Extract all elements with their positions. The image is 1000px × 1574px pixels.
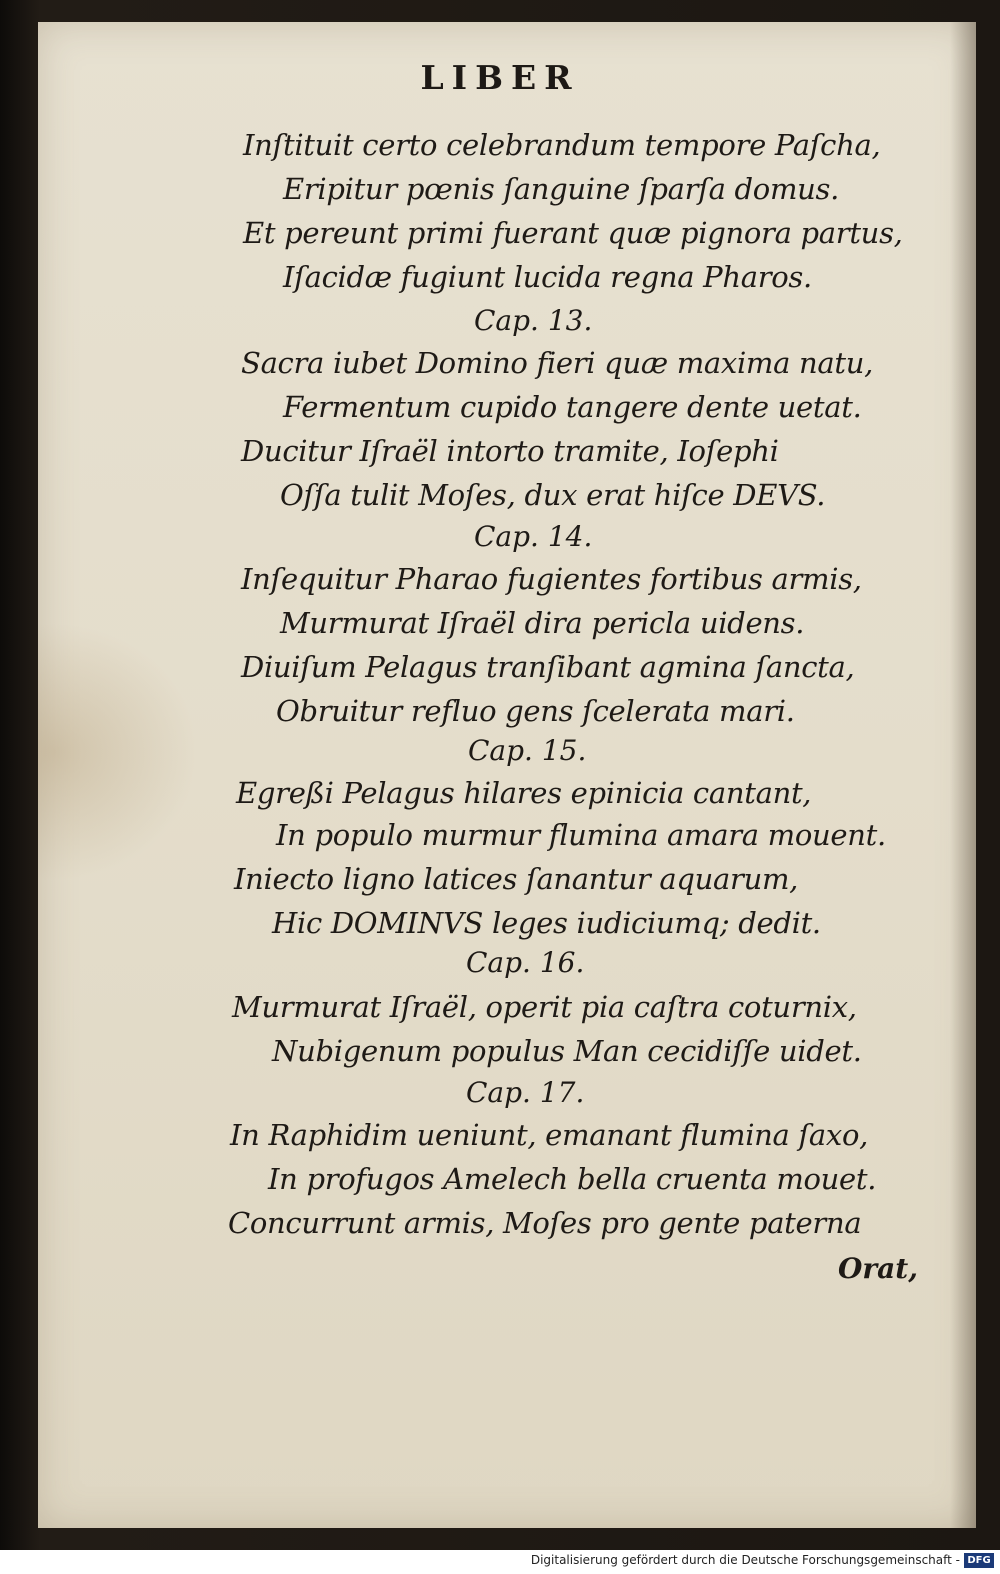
chapter-heading: Cap. 15.	[468, 734, 587, 767]
verse-line: Egreßi Pelagus hilares epinicia cantant,	[236, 776, 812, 810]
running-header: LIBER	[420, 58, 580, 97]
verse-line: Ducitur Iſraël intorto tramite, Ioſephi	[241, 434, 779, 468]
dfg-logo: DFG	[964, 1553, 994, 1568]
verse-line: Sacra iubet Domino fieri quæ maxima natu,	[241, 346, 874, 380]
verse-line: Inſequitur Pharao fugientes fortibus armis,	[241, 562, 862, 596]
verse-line: In populo murmur flumina amara mouent.	[276, 818, 886, 852]
verse-line: Oſſa tulit Moſes, dux erat hiſce DEVS.	[280, 478, 826, 512]
verse-line: Murmurat Iſraël, operit pia caſtra coturnix,	[232, 990, 857, 1024]
verse-line: Hic DOMINVS leges iudiciumq; dedit.	[272, 906, 821, 940]
page-edge-shadow	[950, 22, 976, 1528]
chapter-heading: Cap. 17.	[466, 1076, 585, 1109]
verse-line: Obruitur refluo gens ſcelerata mari.	[276, 694, 795, 728]
digitization-credit: Digitalisierung gefördert durch die Deutsche Forschungsgemeinschaft -	[530, 1553, 960, 1567]
verse-line: Iſacidæ fugiunt lucida regna Pharos.	[283, 260, 812, 294]
chapter-heading: Cap. 16.	[466, 946, 585, 979]
chapter-heading: Cap. 13.	[474, 304, 593, 337]
page-stain	[38, 622, 198, 882]
verse-line: Et pereunt primi fuerant quæ pignora partus,	[243, 216, 903, 250]
verse-line: Concurrunt armis, Moſes pro gente paterna	[228, 1206, 862, 1240]
chapter-heading: Cap. 14.	[474, 520, 593, 553]
verse-line: Inſtituit certo celebrandum tempore Paſcha,	[243, 128, 881, 162]
verse-line: Iniecto ligno latices ſanantur aquarum,	[234, 862, 799, 896]
verse-line: Diuiſum Pelagus tranſibant agmina ſancta,	[241, 650, 855, 684]
verse-line: Eripitur pœnis ſanguine ſparſa domus.	[283, 172, 840, 206]
verse-line: Fermentum cupido tangere dente uetat.	[283, 390, 862, 424]
verse-line: In profugos Amelech bella cruenta mouet.	[268, 1162, 877, 1196]
verse-line: In Raphidim ueniunt, emanant flumina ſaxo,	[230, 1118, 869, 1152]
verse-line: Nubigenum populus Man cecidiſſe uidet.	[272, 1034, 862, 1068]
verse-line: Murmurat Iſraël dira pericla uidens.	[280, 606, 805, 640]
catchword: Orat,	[838, 1252, 918, 1285]
